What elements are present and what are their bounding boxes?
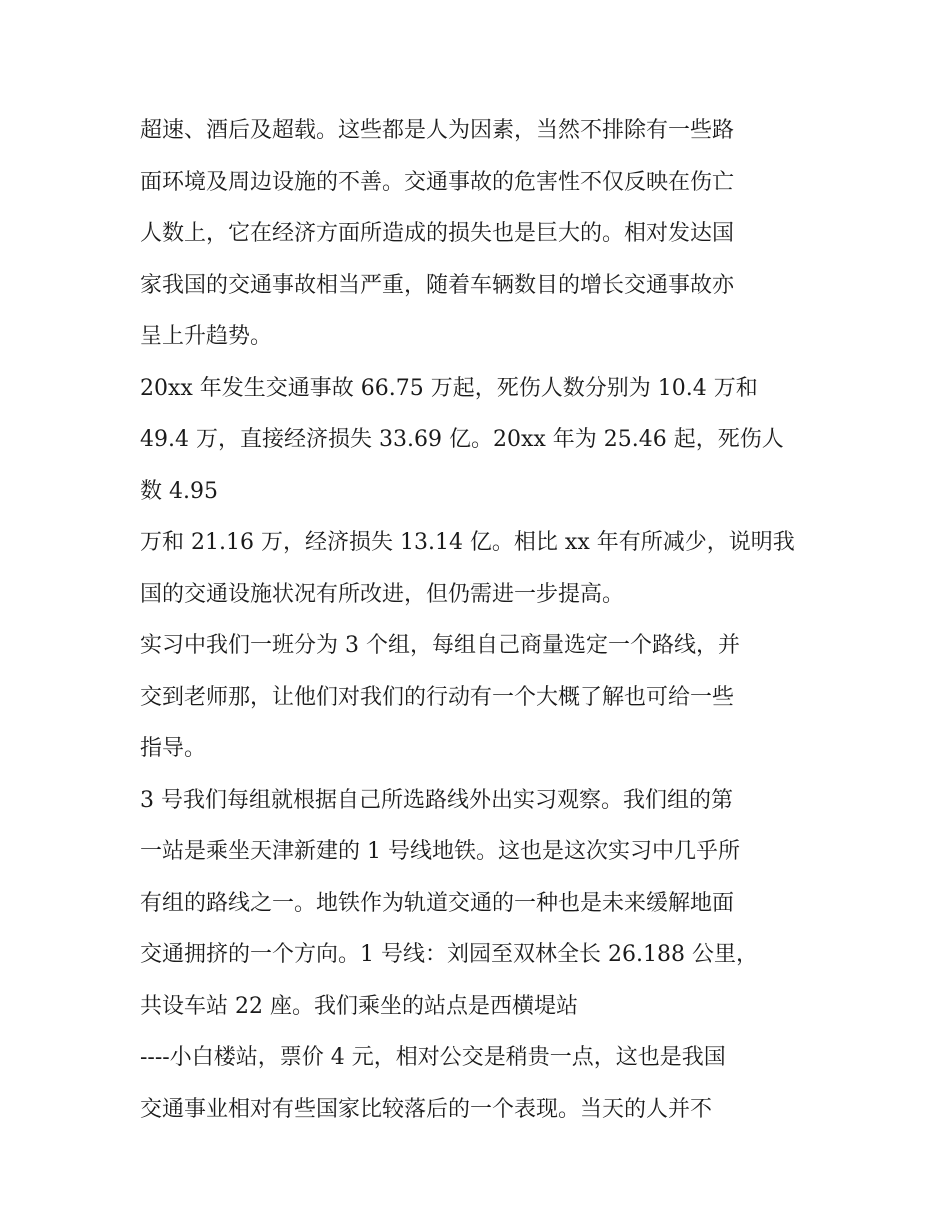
text-line: 交通事业相对有些国家比较落后的一个表现。当天的人并不 [140, 1096, 713, 1122]
text-line: 万和 21.16 万，经济损失 13.14 亿。相比 xx 年有所减少，说明我 [140, 530, 795, 555]
text-line: 家我国的交通事故相当严重，随着车辆数目的增长交通事故亦 [140, 272, 735, 298]
text-line: 超速、酒后及超载。这些都是人为因素，当然不排除有一些路 [140, 118, 735, 143]
text-line: 人数上，它在经济方面所造成的损失也是巨大的。相对发达国 [140, 221, 735, 246]
text-line: 交到老师那，让他们对我们的行动有一个大概了解也可给一些 [140, 684, 735, 710]
text-line: 实习中我们一班分为 3 个组，每组自己商量选定一个路线，并 [140, 633, 740, 658]
text-line: 有组的路线之一。地铁作为轨道交通的一种也是未来缓解地面 [140, 890, 735, 916]
document-body [140, 105, 820, 1135]
text-line: 面环境及周边设施的不善。交通事故的危害性不仅反映在伤亡 [140, 169, 735, 195]
text-line: 指导。 [140, 736, 207, 761]
text-line: 交通拥挤的一个方向。1 号线：刘园至双林全长 26.188 公里， [140, 942, 758, 967]
text-line: 一站是乘坐天津新建的 1 号线地铁。这也是这次实习中几乎所 [140, 839, 740, 864]
text-line: 数 4.95 [140, 478, 218, 504]
text-line: 国的交通设施状况有所改进，但仍需进一步提高。 [140, 581, 625, 607]
text-line: 3 号我们每组就根据自己所选路线外出实习观察。我们组的第 [140, 787, 733, 813]
text-line: 49.4 万，直接经济损失 33.69 亿。20xx 年为 25.46 起，死伤人 [140, 427, 784, 452]
text-line: 呈上升趋势。 [140, 324, 273, 349]
text-line: 20xx 年发生交通事故 66.75 万起，死伤人数分别为 10.4 万和 [140, 375, 758, 401]
text-line: 共设车站 22 座。我们乘坐的站点是西横堤站 [140, 993, 578, 1019]
text-line: ----小白楼站，票价 4 元，相对公交是稍贵一点，这也是我国 [140, 1045, 726, 1070]
